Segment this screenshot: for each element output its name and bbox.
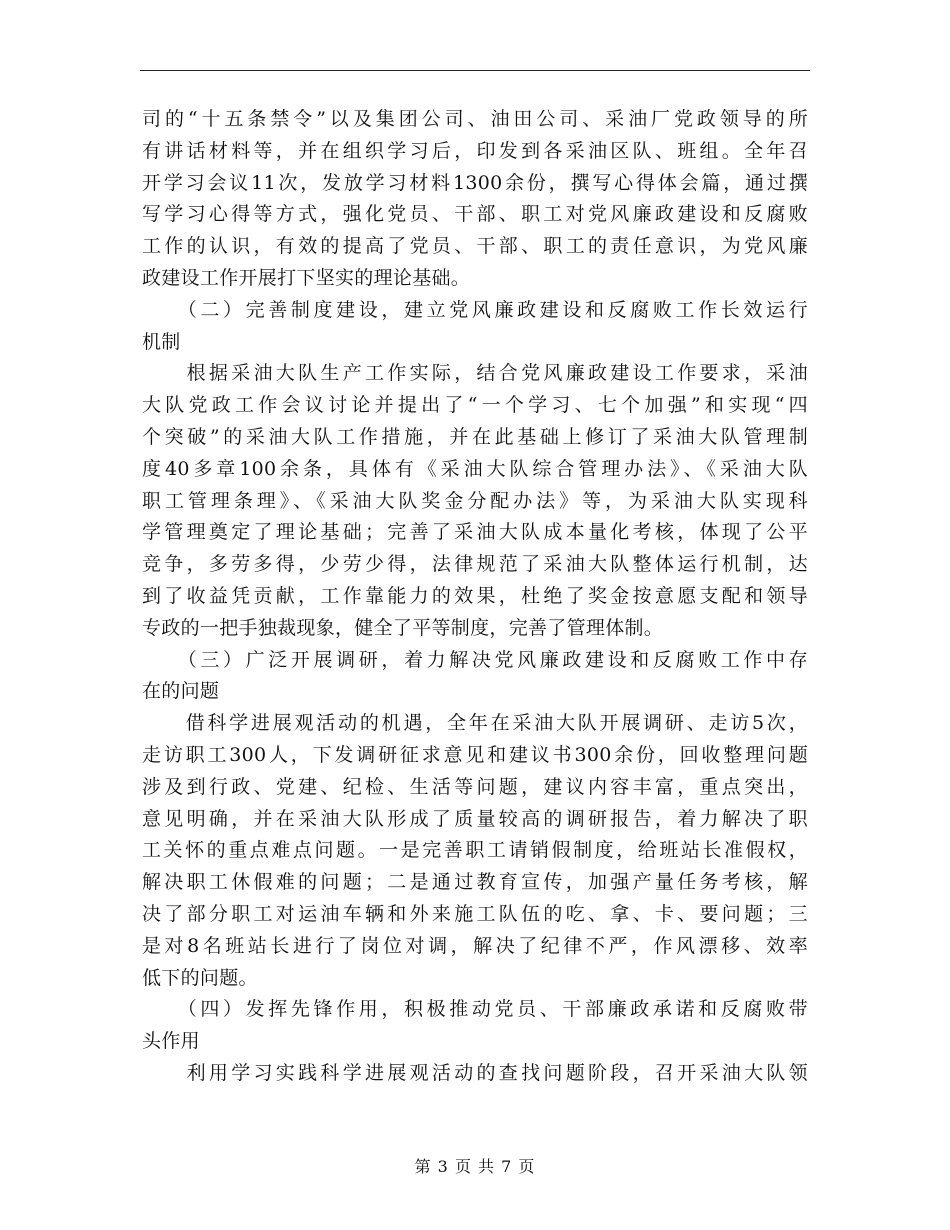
text-line: （三）广泛开展调研，着力解决党风廉政建设和反腐败工作中存 — [142, 648, 808, 671]
text-line: 专政的一把手独裁现象，健全了平等制度，完善了管理体制。 — [142, 616, 664, 639]
document-body — [142, 104, 808, 1090]
header-rule — [140, 70, 810, 71]
text-line: 决了部分职工对运油车辆和外来施工队伍的吃、拿、卡、要问题；三 — [142, 902, 808, 925]
text-line: 大队党政工作会议讨论并提出了“一个学习、七个加强”和实现“四 — [142, 394, 808, 417]
text-line: 政建设工作开展打下坚实的理论基础。 — [142, 266, 471, 289]
text-line: 到了收益凭贡献，工作靠能力的效果，杜绝了奖金按意愿支配和领导 — [142, 584, 808, 607]
text-line: 涉及到行政、党建、纪检、生活等问题，建议内容丰富，重点突出， — [142, 775, 808, 798]
text-line: 低下的问题。 — [142, 966, 258, 989]
text-line: 度40多章100余条，具体有《采油大队综合管理办法》、《采油大队 — [142, 457, 808, 480]
text-line: 竞争，多劳多得，少劳少得，法律规范了采油大队整体运行机制，达 — [142, 553, 808, 576]
text-line: 写学习心得等方式，强化党员、干部、职工对党风廉政建设和反腐败 — [142, 203, 808, 226]
text-line: 意见明确，并在采油大队形成了质量较高的调研报告，着力解决了职 — [142, 807, 808, 830]
text-line: 走访职工300人，下发调研征求意见和建议书300余份，回收整理问题 — [142, 743, 808, 766]
text-line: （四）发挥先锋作用，积极推动党员、干部廉政承诺和反腐败带 — [142, 998, 808, 1021]
text-line: 职工管理条理》、《采油大队奖金分配办法》等，为采油大队实现科 — [142, 489, 808, 512]
text-line: 机制 — [142, 330, 181, 353]
text-line: 司的“十五条禁令”以及集团公司、油田公司、采油厂党政领导的所 — [142, 108, 808, 130]
page-footer: 第 3 页 共 7 页 — [414, 1157, 536, 1176]
text-line: 借科学进展观活动的机遇，全年在采油大队开展调研、走访5次， — [142, 712, 808, 735]
text-line: 头作用 — [142, 1030, 200, 1053]
text-line: 有讲话材料等，并在组织学习后，印发到各采油区队、班组。全年召 — [142, 139, 808, 162]
text-line: 开学习会议11次，发放学习材料1300余份，撰写心得体会篇，通过撰 — [142, 171, 808, 194]
text-line: （二）完善制度建设，建立党风廉政建设和反腐败工作长效运行 — [142, 298, 808, 321]
text-line: 是对8名班站长进行了岗位对调，解决了纪律不严，作风漂移、效率 — [142, 934, 808, 957]
text-line: 利用学习实践科学进展观活动的查找问题阶段，召开采油大队领 — [142, 1061, 808, 1084]
text-line: 在的问题 — [142, 680, 220, 703]
text-line: 解决职工休假难的问题；二是通过教育宣传，加强产量任务考核，解 — [142, 871, 808, 894]
text-line: 工作的认识，有效的提高了党员、干部、职工的责任意识，为党风廉 — [142, 235, 808, 258]
text-line: 工关怀的重点难点问题。一是完善职工请销假制度，给班站长准假权， — [142, 839, 808, 862]
text-line: 根据采油大队生产工作实际，结合党风廉政建设工作要求，采油 — [142, 362, 808, 385]
text-line: 学管理奠定了理论基础；完善了采油大队成本量化考核，体现了公平 — [142, 521, 808, 544]
text-line: 个突破”的采油大队工作措施，并在此基础上修订了采油大队管理制 — [142, 425, 808, 448]
